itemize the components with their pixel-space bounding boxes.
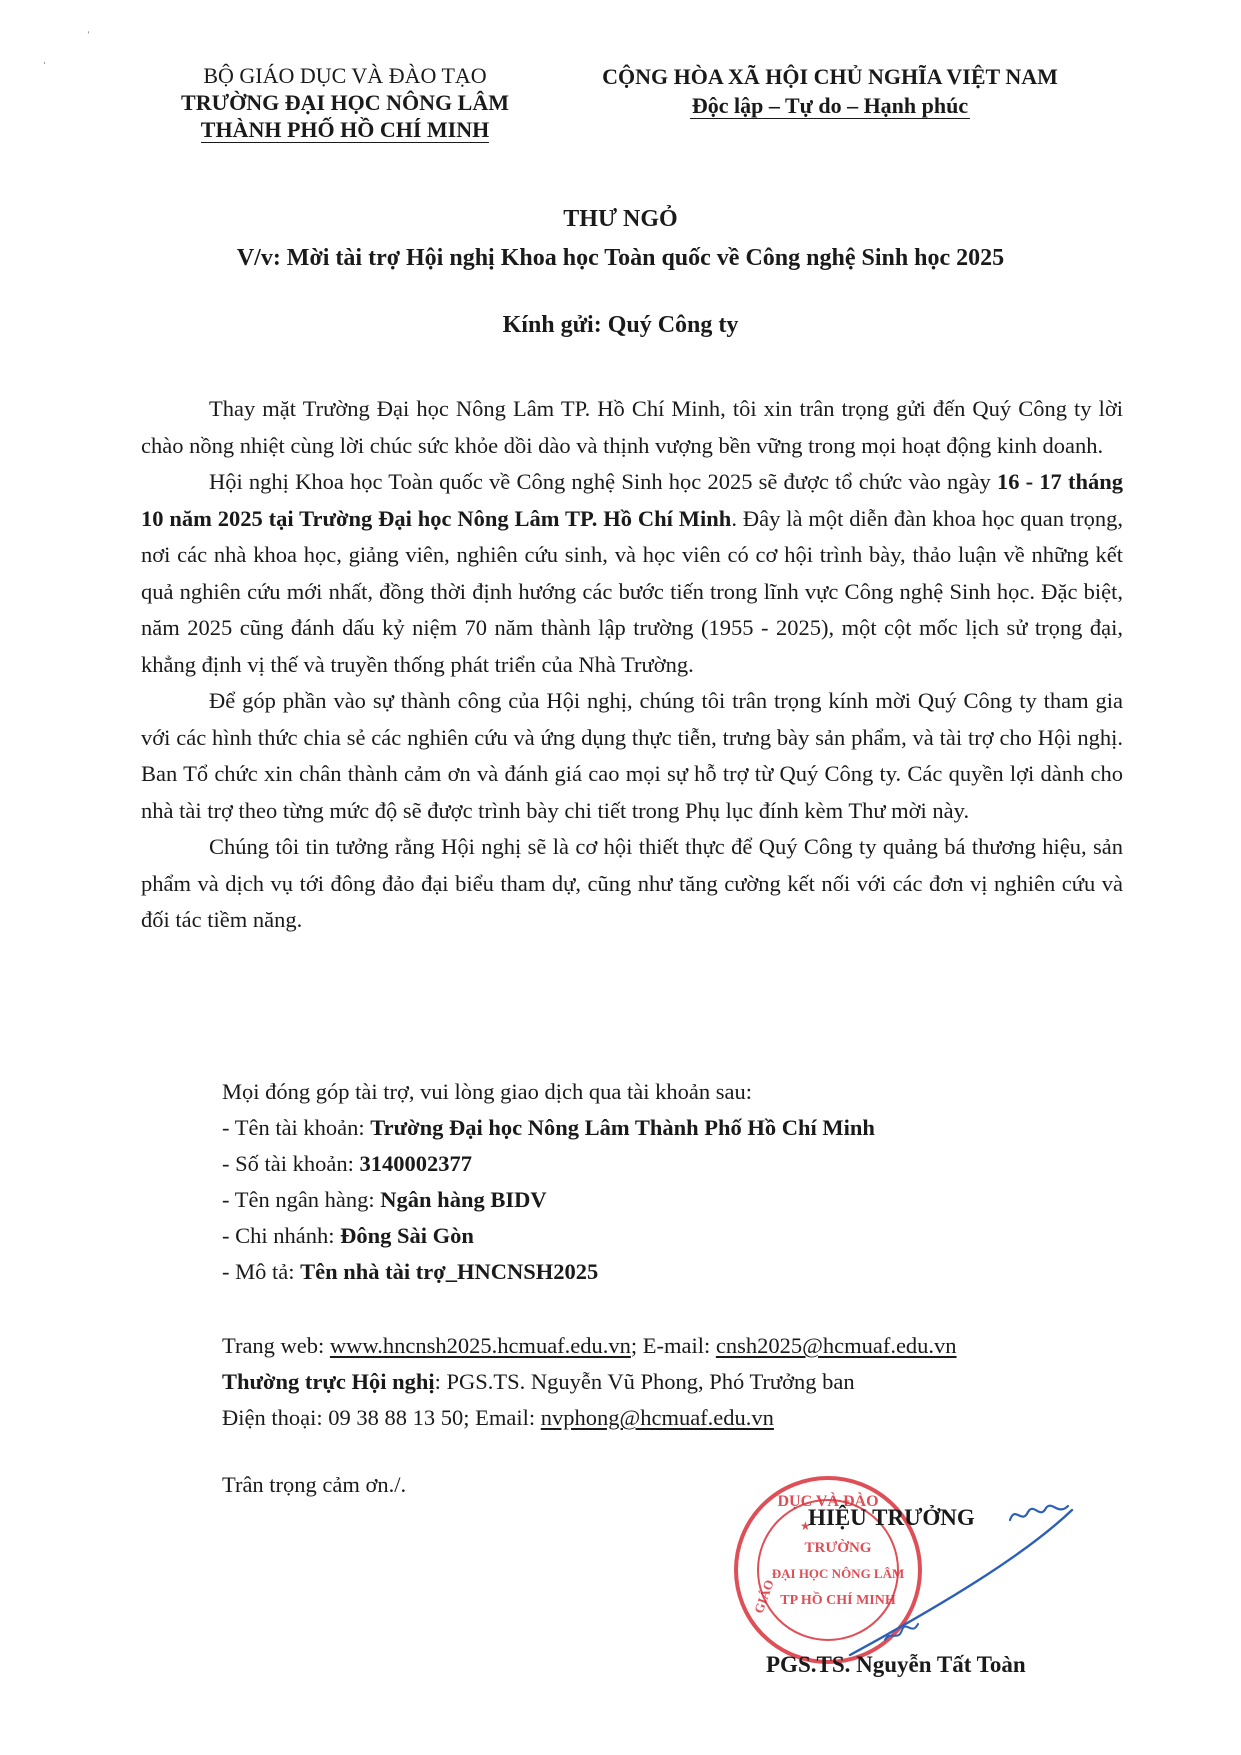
paragraph-greeting: Thay mặt Trường Đại học Nông Lâm TP. Hồ Chí Minh, tôi xin trân trọng gửi đến Quý Công ty lời chào nồng nhiệt cùng lời chúc sức khỏe dồi dào và thịnh vượng bền vững trong mọi hoạt động kinh doanh.: [141, 396, 1123, 458]
bank-account-name: - Tên tài khoản: Trường Đại học Nông Lâm Thành Phố Hồ Chí Minh: [222, 1115, 875, 1140]
bank-name: - Tên ngân hàng: Ngân hàng BIDV: [222, 1187, 547, 1212]
issuing-organization-header: [150, 62, 540, 143]
conference-email-link[interactable]: cnsh2025@hcmuaf.edu.vn: [715, 1333, 957, 1358]
paragraph-benefits: Chúng tôi tin tưởng rằng Hội nghị sẽ là cơ hội thiết thực để Quý Công ty quảng bá thương hiệu, sản phẩm và dịch vụ tới đông đảo đại biểu tham dự, cũng như tăng cường kết nối với các đơn vị nghiên cứu và đối tác tiềm năng.: [141, 834, 1123, 932]
bank-intro: Mọi đóng góp tài trợ, vui lòng giao dịch qua tài khoản sau:: [222, 1079, 752, 1104]
handwritten-signature: [790, 1490, 1090, 1670]
website-link[interactable]: www.hncnsh2025.hcmuaf.edu.vn: [329, 1333, 631, 1358]
signer-name: PGS.TS. Nguyễn Tất Toàn: [766, 1652, 1026, 1677]
paragraph-conference-info: Hội nghị Khoa học Toàn quốc về Công nghệ Sinh học 2025 sẽ được tổ chức vào ngày 16 - 17 tháng 10 năm 2025 tại Trường Đại học Nông Lâm TP. Hồ Chí Minh. Đây là một diễn đàn khoa học quan trọng, nơi các nhà khoa học, giảng viên, nghiên cứu sinh, và học viên có cơ hội trình bày, thảo luận về những kết quả nghiên cứu mới nhất, đồng thời định hướng các bước tiến trong lĩnh vực Công nghệ Sinh học. Đặc biệt, năm 2025 cũng đánh dấu kỷ niệm 70 năm thành lập trường (1955 - 2025), một cột mốc lịch sử trọng đại, khẳng định vị thế và truyền thống phát triển của Nhà Trường.: [141, 469, 1124, 677]
university-city: THÀNH PHỐ HỒ CHÍ MINH: [200, 117, 490, 142]
scan-speck: ˌ: [42, 50, 47, 65]
university-name: TRƯỜNG ĐẠI HỌC NÔNG LÂM: [181, 90, 509, 115]
letter-title: THƯ NGỎ: [563, 206, 678, 232]
bank-account-details: [222, 1074, 1102, 1290]
letter-body: [141, 391, 1123, 939]
web-email-line: Trang web: www.hncnsh2025.hcmuaf.edu.vn; E-mail: cnsh2025@hcmuaf.edu.vn: [222, 1333, 957, 1358]
svg-text:★: ★: [800, 1519, 811, 1533]
seal-side-text: GIÁO: [750, 1577, 777, 1616]
standing-committee-line: Thường trực Hội nghị: PGS.TS. Nguyễn Vũ Phong, Phó Trưởng ban: [222, 1369, 855, 1394]
contact-info: [222, 1328, 1122, 1436]
country-name: CỘNG HÒA XÃ HỘI CHỦ NGHĨA VIỆT NAM: [602, 64, 1058, 89]
salutation: Kính gửi: Quý Công ty: [502, 312, 739, 338]
contact-email-link[interactable]: nvphong@hcmuaf.edu.vn: [540, 1405, 774, 1430]
letter-subject: V/v: Mời tài trợ Hội nghị Khoa học Toàn quốc về Công nghệ Sinh học 2025: [236, 245, 1005, 271]
seal-top-text: DỤC VÀ ĐÀO: [777, 1493, 879, 1510]
transfer-description: - Mô tả: Tên nhà tài trợ_HNCNSH2025: [222, 1259, 599, 1284]
seal-line-1: TRƯỜNG: [804, 1540, 872, 1556]
conference-date-venue: 16 - 17 tháng 10 năm 2025 tại Trường Đại học Nông Lâm TP. Hồ Chí Minh: [141, 469, 1123, 531]
phone-number: 09 38 88 13 50: [328, 1405, 464, 1430]
national-header: [560, 62, 1100, 120]
closing-line: Trân trọng cảm ơn./.: [222, 1472, 407, 1497]
signer-title: HIỆU TRƯỞNG: [808, 1505, 975, 1530]
scan-speck: ˈ: [86, 30, 91, 45]
phone-email-line: Điện thoại: 09 38 88 13 50; Email: nvphong@hcmuaf.edu.vn: [222, 1405, 774, 1430]
bank-branch: - Chi nhánh: Đông Sài Gòn: [222, 1223, 474, 1248]
national-motto: Độc lập – Tự do – Hạnh phúc: [691, 93, 969, 118]
seal-line-2: ĐẠI HỌC NÔNG LÂM: [771, 1566, 905, 1581]
ministry-name: BỘ GIÁO DỤC VÀ ĐÀO TẠO: [203, 63, 487, 88]
paragraph-invitation: Để góp phần vào sự thành công của Hội nghị, chúng tôi trân trọng kính mời Quý Công ty tham gia với các hình thức chia sẻ các nghiên cứu và ứng dụng thực tiễn, trưng bày sản phẩm, và tài trợ cho Hội nghị. Ban Tổ chức xin chân thành cảm ơn và đánh giá cao mọi sự hỗ trợ từ Quý Công ty. Các quyền lợi dành cho nhà tài trợ theo từng mức độ sẽ được trình bày chi tiết trong Phụ lục đính kèm Thư mời này.: [141, 688, 1123, 823]
bank-account-number: - Số tài khoản: 3140002377: [222, 1151, 472, 1176]
seal-line-3: TP HỒ CHÍ MINH: [780, 1593, 896, 1608]
